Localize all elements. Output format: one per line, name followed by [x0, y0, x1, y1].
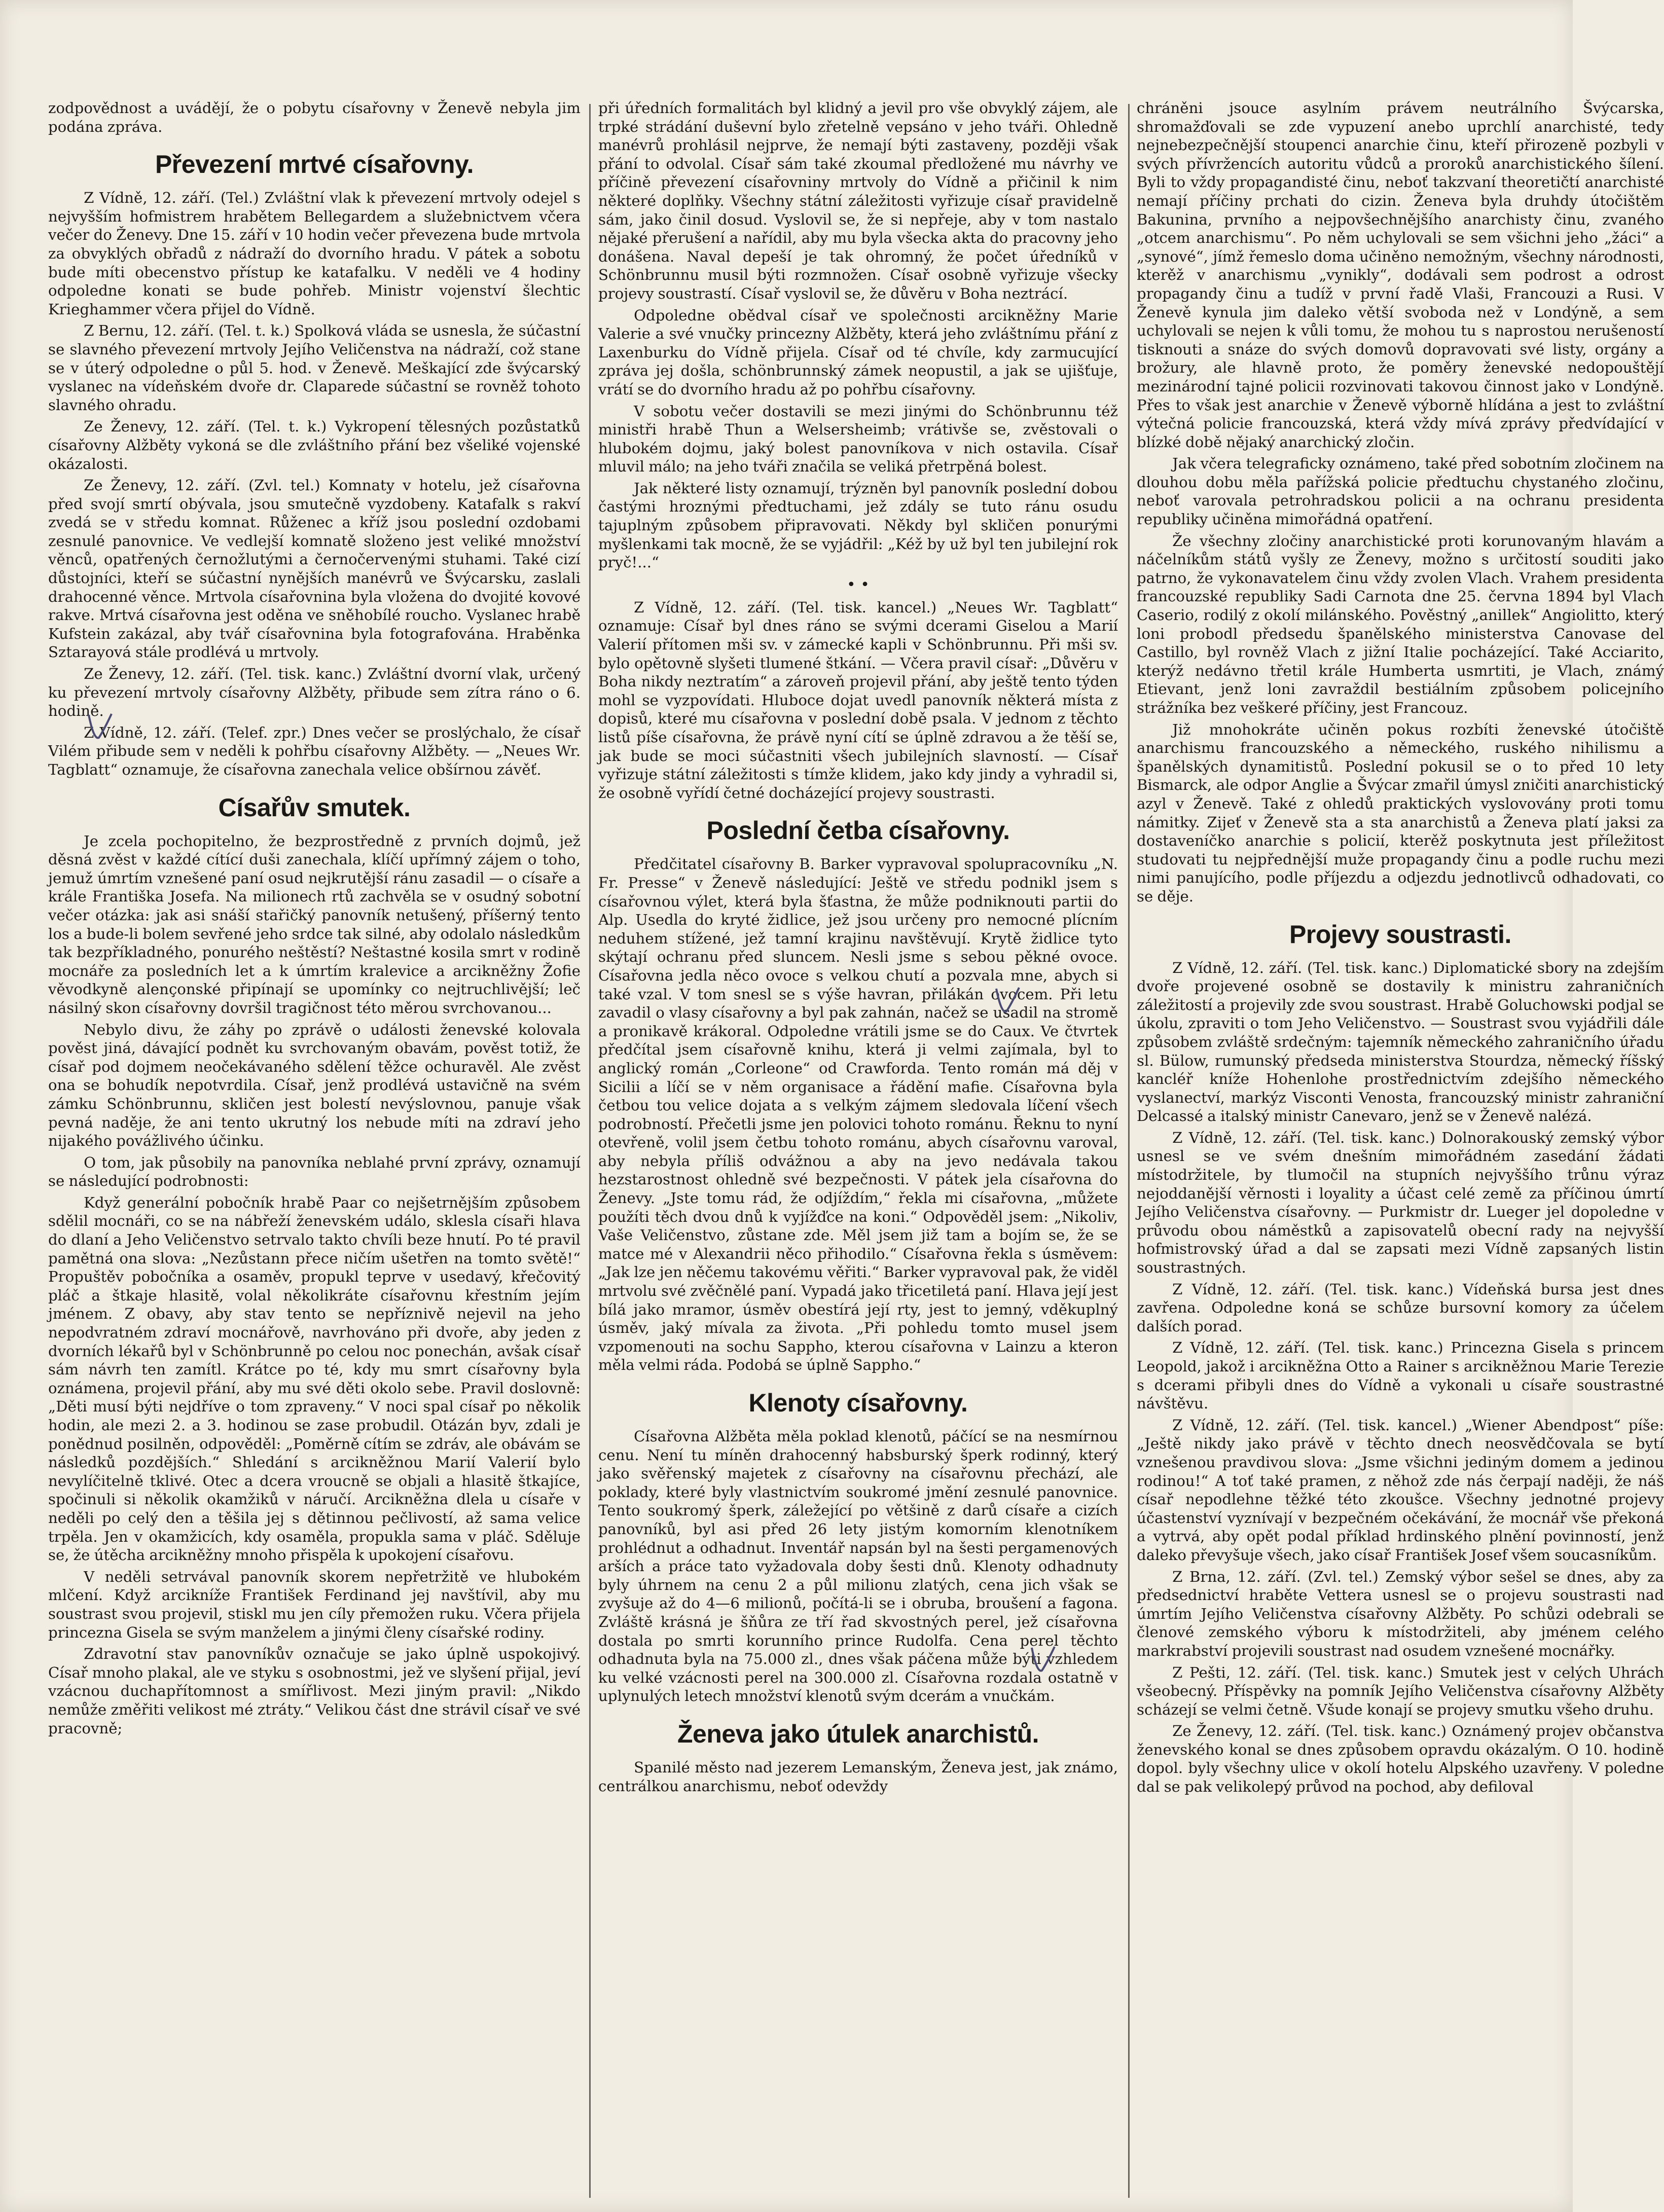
article-text: Ze Ženevy, 12. září. (Tel. t. k.) Vykropení tělesných pozůstatků císařovny Alžběty vykoná se dle zvláštního přání bez všeliké vojenské okázalosti. [48, 418, 581, 473]
handwritten-mark-icon [994, 984, 1024, 1019]
column-divider [589, 104, 591, 2198]
article-text: Z Vídně, 12. září. (Telef. zpr.) Dnes večer se proslýchalo, že císař Vilém přibude sem v neděli k pohřbu císařovny Alžběty. — „Neues Wr. Tagblatt“ oznamuje, že císařovna zanechala velice obšírnou závěť. [48, 723, 581, 778]
article-text: Z Vídně, 12. září. (Tel. tisk. kancel.) „Neues Wr. Tagblatt“ oznamuje: Císař byl dnes ráno se svými dcerami Giselou a Marií Valerií přítomen mši sv. v zámecké kapli v Schönbrunnu. Při mši sv. bylo opětovně slyšeti tlumené štkání. — Včera pravil císař: „Důvěru v Boha nikdy neztratím“ a zároveň projevil přání, aby ještě tento týden mohl se vyzpovídati. Hluboce dojat uvedl panovník některá místa z dopisů, které mu císařovna v poslední době psala. V jednom z těchto listů píše císařovna, že právě nyní cítí se úplně zdravou a že těší se, jak bude se moci súčastniti všech jubilejních slavností. — Císař vyřizuje státní záležitosti s tímže klidem, jako kdy jindy a vyhradil si, že osobně vyřídí četné docházející projevy soustrasti. [598, 598, 1118, 802]
article-text: Z Vídně, 12. září. (Tel. tisk. kanc.) Dolnorakouský zemský výbor usnesl se ve svém dnešním mimořádném zasedání žádati místodržitele, by tlumočil na stupních nejvyššího trůnu výraz nejoddanější věrnosti i loyality a účast celé země za příčinou úmrtí Jejího Veličenstva císařovny. — Purkmistr dr. Lueger jel dopoledne v průvodu obou náměstků a zapisovatelů obecní rady na nejvyšší hofmistrovský úřad a dal se zapsati mezi Vídně zapsaných listin soustrastných. [1137, 1129, 1664, 1277]
article-text: Předčitatel císařovny B. Barker vypravoval spolupracovníku „N. Fr. Presse“ v Ženevě následující: Ještě ve středu podnikl jsem s císařovnou výlet, která byla šťastna, že může podniknouti partii do Alp. Usedla do kryté židlice, jež jsou určeny pro nemocné plícním neduhem stížené, jež tamní krajinu navštěvují. Krytě židlice tyto skýtají ochranu před sluncem. Nesli jsme s sebou pěkné ovoce. Císařovna jedla něco ovoce s velkou chutí a pozvala mne, abych si také vzal. V tom snesl se s výše havran, přilákán ovocem. Při letu zavadil o vlasy císařovny a byl pak zahnán, načež se usadil na stromě a pronikavě krákoral. Odpoledne vrátili jsme se do Caux. Ve čtvrtek předčítal jsem císařovně knihu, která ji velmi zajímala, byl to anglický román „Corleone“ od Crawforda. Tento román má děj v Sicilii a líčí se v něm organisace a řádění mafie. Císařovna byla četbou tou velice dojata a s velkým zájmem sledovala líčení všech podrobností. Přečetli jsme jen polovici tohoto románu. Řeknu to nyní otevřeně, volil jsem četbu tohoto románu, abych císařovnu varoval, aby nebyla příliš odvážnou a aby na jevo nedávala takou hezstarostnost ohledně své bezpečnosti. V pátek jela císařovna do Ženevy. „Jste tomu rád, že odjíždím,“ řekla mi císařovna, „můžete použíti těch dvou dnů k vyjížďce na koni.“ Odpověděl jsem: „Nikoliv, Vaše Veličenstvo, zůstane zde. Měl jsem již tam a bojím se, že se matce mé v Alexandrii něco přihodilo.“ Císařovna řekla s úsměvem: „Jak lze jen něčemu takovému věřiti.“ Barker vypravoval pak, že viděl mrtvolu své zvěčnělé paní. Vypadá jako třicetiletá paní. Hlava její jest bílá jako mramor, úsměv obestírá její rty, jest to jemný, vděkuplný úsměv, jaký mívala za života. „Při pohledu tomto musel jsem vzpomenouti na sochu Sappho, kterou císařovna v Lainzu a kteron měla velmi ráda. Podobá se úplně Sappho.“ [598, 855, 1118, 1374]
handwritten-mark-icon [1029, 1643, 1060, 1678]
article-text: V neděli setrvával panovník skorem nepřetržitě ve hlubokém mlčení. Když arcikníže František Ferdinand jej navštívil, aby mu soustrast svou projevil, stiskl mu jen cíly přemožen ruku. Včera přijela princezna Gisela se svým manželem a jinými členy císařské rodiny. [48, 1568, 581, 1641]
section-heading-condolences: Projevy soustrasti. [1289, 920, 1511, 949]
handwritten-mark-icon [86, 710, 117, 745]
article-text: V sobotu večer dostavili se mezi jinými do Schönbrunnu též ministři hrabě Thun a Welsersheimb; vrátivše se, zvěstovali o hlubokém dojmu, jaký bolest panovníkova v nich ostavila. Císař mluvil málo; na jeho tváři značila se veliká přetrpěná bolest. [598, 402, 1118, 476]
column-divider [1128, 104, 1130, 2198]
article-text: Jak včera telegraficky oznámeno, také před sobotním zločinem na dlouhou dobu měla pařížská policie předtuchu chystaného zločinu, neboť varovala petrohradskou policii a na ochranu presidenta republiky učiněna mimořádná opatření. [1137, 455, 1664, 528]
article-text: Již mnohokráte učiněn pokus rozbíti ženevské útočiště anarchismu francouzského a německého, ruského nihilismu a španělských dynamitistů. Poslední pokusil se o to před 10 lety Bismarck, ale odpor Anglie a Švýcar zmařil úmysl zničiti anarchistický azyl v Ženevě. Také z ohledů praktických vyslovovány proti tomu námitky. Zijeť v Ženevě sta a sta anarchistů a Ženeva platí jaksi za dostaveníčko anarchie s policií, kterěž poskytnuta jest příležitost studovati tu nejpřednější muže propagandy činu a podle ruchu mezi nimi panujícího, podle příjezdu a odjezdu jednotlivců odhadovati, co se děje. [1137, 720, 1664, 905]
article-text: Ze Ženevy, 12. září. (Tel. tisk. kanc.) Oznámený projev občanstva ženevského konal se dnes způsobem opravdu okázalým. O 10. hodině dopol. byly všechny ulice v okolí hotelu Alpského uzavřeny. V poledne dal se pak velikolepý průvod na pochod, aby defiloval [1137, 1722, 1664, 1796]
article-text: Spanilé město nad jezerem Lemanským, Ženeva jest, jak známo, centrálkou anarchismu, neboť odevždy [598, 1758, 1118, 1795]
article-text: Z Brna, 12. září. (Zvl. tel.) Zemský výbor sešel se dnes, aby za předsednictví hraběte Vettera usnesl se o projevu soustrasti nad úmrtím Jejího Veličenstva císařovny Alžběty. Po schůzi odebrali se členové zemského výboru k místodržiteli, aby jménem celého markrabství projevili soustrast nad osudem vznešené mocnářky. [1137, 1568, 1664, 1659]
article-text: při úředních formalitách byl klidný a jevil pro vše obvyklý zájem, ale trpké strádání duševní bylo zřetelně vepsáno v jeho tváři. Ohledně manévrů prohlásil nejprve, že nemají býti zastaveny, později však přání to odvolal. Císař sám také zkoumal předložené mu návrhy ve příčině převezení císařovniny mrtvoly do Vídně a přičinil k nim některé doplňky. Všechny státní záležitosti vyřizuje císař pravidelně sám, jako činil dosud. Vyslovil se, že si nepřeje, aby v tom nastalo nějaké přerušení a nařídil, aby mu byla všecka akta do pracovny jeho donášena. Naval depeší je tak ohromný, že počet úředníků v Schönbrunnu musil býti rozmnožen. Císař osobně vyřizuje všecky projevy soustrastí. Císař vyslovil se, že důvěru v Boha neztrácí. [598, 99, 1118, 302]
article-text: Odpoledne obědval císař ve společnosti arcikněžny Marie Valerie a své vnučky princezny Alžběty, která jeho zvláštnímu přání z Laxenburku do Vídně přijela. Císař od té chvíle, kdy zarmucující zpráva jej došla, schönbrunnský zámek neopustil, a jak se ujišťuje, vrátí se do dvorního hradu až po pohřbu císařovny. [598, 306, 1118, 398]
article-text: Jak některé listy oznamují, trýzněn byl panovník poslední dobou častými hroznými předtuchami, jež zdály se tuto ránu osudu tajuplným způsobem připravovati. Někdy byl skličen ponurými myšlenkami tak mocně, že se vyjádřil: „Kéž by už byl ten jubilejní rok pryč!...“ [598, 479, 1118, 571]
column-middle [598, 99, 1118, 2188]
article-text: Z Vídně, 12. září. (Tel. tisk. kanc.) Vídeňská bursa jest dnes zavřena. Odpoledne koná se schůze bursovní komory za účelem dalších porad. [1137, 1280, 1664, 1335]
article-text: Ze Ženevy, 12. září. (Zvl. tel.) Komnaty v hotelu, jež císařovna před svojí smrtí obývala, jsou smutečně vyzdobeny. Katafalk s rakví zvedá se v středu komnat. Růženec a kříž jsou poslední ozdobami zesnulé panovnice. Ve vedlejší komnatě složeno jest veliké množství věnců, opatřených černožlutými a černočervenými stuhami. Také cizí důstojníci, kteří se súčastní nynějších manévrů ve Švýcarsku, zaslali drahocenné věnce. Mrtvola císařovnina byla vložena do dvojité kovové rakve. Mrtvá císařovna jest oděna ve sněhobílé roucho. Vyslanec hrabě Kufstein zakázal, aby tvář císařovnina byla fotografována. Hraběnka Sztarayová stále prodlévá u mrtvoly. [48, 477, 581, 661]
article-text: Nebylo divu, že záhy po zprávě o události ženevské kolovala pověst jiná, dávající podnět ku svrchovaným obavám, pověst totiž, že císař pod dojmem neočekávaného sdělení těžce ochuravěl. Ale zvěst ona se bohudík nepotvrdila. Císař, jenž prodlévá ustavičně na svém zámku Schönbrunnu, skličen jest bolestí nevýslovnou, panuje však pevná naděje, že ani tento ukrutný los nebude míti na zdraví jeho nijakého povážlivého účinku. [48, 1021, 581, 1150]
article-text: Zdravotní stav panovníkův označuje se jako úplně uspokojivý. Císař mnoho plakal, ale ve styku s osobnostmi, jež ve slyšení přijal, jeví vzácnou duchapřítomnost a smířlivost. Mezi jiným pravil: „Nikdo nemůže změřiti velikost mé ztráty.“ Velikou část dne strávil císař ve své pracovně; [48, 1645, 581, 1737]
article-text: chráněni jsouce asylním právem neutrálního Švýcarska, shromažďovali se zde vypuzení anebo uprchlí anarchisté, tedy nejnebezpečnější stoupenci anarchie činu, kteří přirozeně pozbyli v svých přívržencích autoritu vůdců a proroků anarchistického šílení. Byli to vždy propagandisté činu, neboť takzvaní theoretičtí anarchisté nemají příčiny prchati do cizin. Ženeva byla druhdy útočištěm Bakunina, prvního a nejpovšechnějšího anarchisty činu, zvaného „otcem anarchismu“. Po něm uchylovali se sem všichni jeho „žáci“ a „synové“, jímž řemeslo doma učiněno nemožným, všechny národnosti, kterěž v anarchismu „vynikly“, dodávali sem podrost a odrost propagandy činu a tudíž v první řadě Vlaši, Francouzi a Rusi. V Ženevě kynula jim daleko větší svoboda než v Londýně, a sem uchylovali se nejen k vůli tomu, že mohou tu s naprostou nerušeností tisknouti a snáze do svých domovů dopravovati své listy, orgány a brožury, ale hlavně proto, že poměry ženevské nedopouštějí mezinárodní tajné policii rozvinovati takovou činnost jako v Londýně. Přes to však jest anarchie v Ženevě výborně hlídána a jest to zvláštní výtečná policie francouzská, která vždy mívá zprávy předvídající v blízké době nějaký anarchický zločin. [1137, 99, 1664, 451]
article-text: Z Pešti, 12. září. (Tel. tisk. kanc.) Smutek jest v celých Uhrách všeobecný. Příspěvky na pomník Jejího Veličenstva císařovny Alžběty scházejí se velmi četně. Všude konají se projevy smutku všeho druhu. [1137, 1663, 1664, 1718]
article-text: Z Bernu, 12. září. (Tel. t. k.) Spolková vláda se usnesla, že súčastní se slavného převezení mrtvoly Jejího Veličenstva na nádraží, což stane se v úterý odpoledne o půl 5. hod. v Ženevě. Meškající zde švýcarský vyslanec na vídeňském dvoře dr. Claparede súčastní se rovněž tohoto slavného ohradu. [48, 322, 581, 414]
column-left [48, 99, 581, 2188]
article-text: Když generální pobočník hrabě Paar co nejšetrnějším způsobem sdělil mocnáři, co se na nábřeží ženevském událo, sklesla císaři hlava do dlaní a Jeho Veličenstvo setrvalo takto chvíli beze hnutí. Po té pravil pamětná ona slova: „Nezůstann přece ničím ušetřen na tomto světě!“ Propuštěv pobočníka a osaměv, propukl teprve v usedavý, křečovitý pláč a štkaje hlasitě, volal několikráte císařovnu křestním jejím jménem. Z obavy, aby stav tento se nepříznivě nejevil na jeho nepodvratném zdraví mocnářově, navrhováno při dvoře, aby jeden z dvorních lékařů byl v Schönbrunně po celou noc ponechán, avšak císař sám návrh ten zamítl. Krátce po té, kdy mu smrt císařovny byla oznámena, projevil přání, aby mu své děti okolo sebe. Pravil doslovně: „Děti musí býti nejdříve o tom zpraveny.“ V noci spal císař po několik hodin, ale mezi 2. a 3. hodinou se zase probudil. Otázán byv, zdali je ponědnud posilněn, odpověděl: „Poměrně cítím se zdráv, ale obávám se následků pozdějších.“ Shledání s arcikněžnou Marií Valerií bylo nevylíčitelně tklivé. Otec a dcera vroucně se objali a hlasitě štkajíce, spočinuli si několik okamžiků v náručí. Arcikněžna dlela u císaře v neděli po celý den a těšila jej s dětinnou pečlivostí, až sama velice trpěla. Jen v okamžicích, kdy osaměla, propukla sama v pláč. Sděluje se, že útěcha arcikněžny mnoho přispěla k upokojení císařovu. [48, 1193, 581, 1564]
section-separator: • • [847, 575, 870, 594]
section-heading-transfer: Převezení mrtvé císařovny. [155, 150, 474, 179]
article-text: Z Vídně, 12. září. (Tel. tisk. kancel.) „Wiener Abendpost“ píše: „Ještě nikdy jako právě v těchto dnech neosvědčovala se bytí vznešenou pravdivou slova: „Jsme všichni jediným domem a jedinou rodinou!“ A toť také pramen, z něhož zde nás čerpají naději, že náš císař nepodlehne těžké této zkoušce. Všechny jednotné projevy účastenství vyznívají v bezpečném očekávání, že mocnář vše překoná a vytrvá, aby opět podal příklad hrdinského plnění povinností, jenž daleko převyšuje všech, jako císař František Josef všem soucasníkům. [1137, 1416, 1664, 1564]
article-text: Z Vídně, 12. září. (Tel.) Zvláštní vlak k převezení mrtvoly odejel s nejvyšším hofmistrem hrabětem Bellegardem a služebnictvem včera večer do Ženevy. Dne 15. září v 10 hodin večer převezena bude mrtvola za obvyklých obřadů z nádraží do dvorního hradu. V pátek a sobotu bude míti obecenstvo přístup ke katafalku. V neděli ve 4 hodiny odpoledne konati se bude pohřeb. Ministr vojenství šlechtic Krieghammer včera přijel do Vídně. [48, 189, 581, 318]
article-text: Císařovna Alžběta měla poklad klenotů, páčící se na nesmírnou cenu. Není tu míněn drahocenný habsburský šperk rodinný, který jako svěřenský majetek z císařovny na císařovnu přechází, ale poklady, které byly vlastnictvím soukromé jmění zesnulé panovnice. Tento soukromý šperk, záležející po většině z darů císaře a cizích panovníků, byl asi před 26 lety jistým komorním klenotníkem prohlédnut a odhadnut. Inventář napsán byl na šesti pergamenových arších a práce tato vyžadovala doby šesti dnů. Klenoty odhadnuty byly úhrnem na cenu 2 a půl milionu zlatých, cena jich však se zvyšuje až do 4—6 milionů, počítá-li se i obruba, broušení a fagona. Zvláště krásná je šňůra ze tří řad skvostných perel, jež císařovna dostala po smrti korunního prince Rudolfa. Cena perel těchto odhadnuta byla na 75.000 zl., dnes však páčena může býti vzhledem ku velké vzácnosti perel na 300.000 zl. Císařovna rozdala ostatně v uplynulých letech množství klenotů svým dcerám a vnučkám. [598, 1428, 1118, 1705]
article-text: Z Vídně, 12. září. (Tel. tisk. kanc.) Princezna Gisela s princem Leopold, jakož i arcikněžna Otto a Rainer s arcikněžnou Marie Terezie s dcerami přibyli dnes do Vídně a vykonali u císaře soustrastné návštěvu. [1137, 1339, 1664, 1412]
article-text: Z Vídně, 12. září. (Tel. tisk. kanc.) Diplomatické sbory na zdejším dvoře projevené osobně se dostavily k ministru zahraničních záležitostí a projevily zde svou soustrast. Hrabě Goluchowski podjal se úkolu, zpraviti o tom Jeho Veličenstvo. — Soustrast svou vyjádřili dále způsobem zvláště srdečným: tajemník německého zahraničního úřadu sl. Bülow, rumunský předseda ministerstva Stourdza, německý říšský kancléř kníže Hohenlohe prostřednictvím zdejšího německého vyslanectví, markýz Visconti Venosta, francouzský ministr zahraniční Delcassé a italský ministr Canevaro, jenž se v Ženevě nalézá. [1137, 959, 1664, 1125]
article-text: zodpovědnost a uvádějí, že o pobytu císařovny v Ženevě nebyla jim podána zpráva. [48, 99, 581, 135]
article-text: Že všechny zločiny anarchistické proti korunovaným hlavám a náčelníkům států vyšly ze Ženevy, možno s určitostí souditi jako patrno, že vykonavatelem činu vždy zvolen Vlach. Vrahem presidenta francouzské republiky Sadi Carnota dne 25. června 1894 byl Vlach Caserio, rodilý z okolí milánského. Pověstný „anillek“ Angiolitto, který loni probodl předsedu španělského ministerstva Canovase del Castillo, byl rovněž Vlach z jižní Italie pocházející. Také Acciarito, kterýž nedávno třetil krále Humberta usmrtiti, je Vlach, známý Etievant, jenž loni zavraždil bestiálním způsobem policejního strážníka bez veškeré příčiny, jest Francouz. [1137, 532, 1664, 716]
article-text: Je zcela pochopitelno, že bezprostředně z prvních dojmů, jež děsná zvěst v každé cítící duši zanechala, klíčí upřímný zájem o toho, jemuž úmrtím vznešené paní osud nejkrutější ránu zasadil — o císaře a krále Františka Josefa. Na milionech rtů zachvěla se v osudný sobotní večer otázka: jak asi snáší stařičký panovník netušený, příšerný tento los a bude-li bolem sevřené jeho srdce tak silné, aby odolalo následkům tak bezpříkladného, ponurého neštěstí? Neštastné kosila smrt v rodině mocnáře za posledních let a k úmrtím kralevice a arcikněžny Žofie věvodkyně alençonské připínají se upomínky co nejtruchlivější; leč násilný skon císařovny dovršil tragičnost této měrou svrchovanou... [48, 832, 581, 1017]
section-heading-last-reading: Poslední četba císařovny. [706, 816, 1010, 845]
section-heading-mourning: Císařův smutek. [218, 793, 411, 822]
section-heading-geneva: Ženeva jako útulek anarchistů. [677, 1719, 1039, 1748]
article-text: Ze Ženevy, 12. září. (Tel. tisk. kanc.) Zvláštní dvorní vlak, určený ku převezení mrtvoly císařovny Alžběty, přibude sem zítra ráno o 6. hodině. [48, 665, 581, 720]
column-right [1137, 99, 1664, 2188]
section-heading-jewels: Klenoty císařovny. [748, 1389, 968, 1417]
article-text: O tom, jak působily na panovníka neblahé první zprávy, oznamují se následující podrobnosti: [48, 1153, 581, 1190]
